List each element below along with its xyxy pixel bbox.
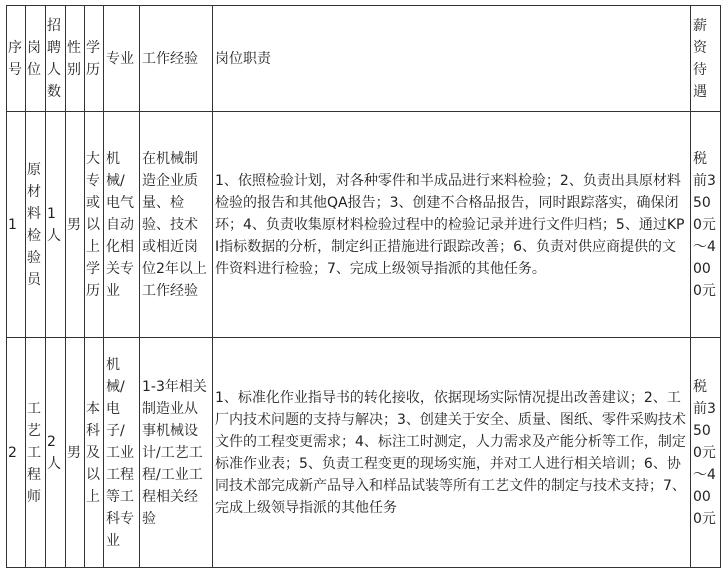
header-duties: 岗位职责: [213, 6, 691, 112]
header-headcount: 招聘人数: [46, 6, 66, 112]
cell-salary: 税前3500元～4000元: [691, 112, 721, 338]
cell-major: 机械/电气自动化相关专业: [104, 112, 140, 338]
cell-duties: 1、标准化作业指导书的转化接收，依据现场实际情况提出改善建议；2、工厂内技术问题的支持与解决；3、创建关于安全、质量、图纸、零件采购技术文件的工程变更需求；4、标注工时测定，人力需求及产能分析等工作，制定标准作业表；5、负责工程变更的现场实施，并对工人进行相关培训；6、协同技术部完成新产品导入和样品试装等所有工艺文件的制定与技术支持；7、完成上级领导指派的其他任务: [213, 338, 691, 568]
header-position: 岗位: [26, 6, 46, 112]
cell-headcount: 1人: [46, 112, 66, 338]
cell-education: 大专或以上学历: [85, 112, 104, 338]
cell-education: 本科及以上: [85, 338, 104, 568]
header-education: 学历: [85, 6, 104, 112]
cell-duties: 1、依照检验计划，对各种零件和半成品进行来料检验；2、负责出具原材料检验的报告和其他QA报告；3、创建不合格品报告，同时跟踪落实，确保闭环；4、负责收集原材料检验过程中的检验记录并进行文件归档；5、通过KPI指标数据的分析，制定纠正措施进行跟踪改善；6、负责对供应商提供的文件资料进行检验；7、完成上级领导指派的其他任务。: [213, 112, 691, 338]
cell-gender: 男: [66, 338, 85, 568]
job-table: [6, 5, 721, 568]
header-seq: 序号: [7, 6, 26, 112]
header-salary: 薪资待遇: [691, 6, 721, 112]
header-experience: 工作经验: [140, 6, 213, 112]
cell-position: 工艺工程师: [26, 338, 46, 568]
cell-experience: 在机械制造企业质量、检验、技术或相近岗位2年以上工作经验: [140, 112, 213, 338]
cell-salary: 税前3500元～4000元: [691, 338, 721, 568]
table-header-row: [7, 6, 721, 112]
header-major: 专业: [104, 6, 140, 112]
cell-seq: 1: [7, 112, 26, 338]
cell-headcount: 2人: [46, 338, 66, 568]
header-gender: 性别: [66, 6, 85, 112]
cell-experience: 1-3年相关制造业从事机械设计/工艺工程/工业工程相关经验: [140, 338, 213, 568]
table-row: [7, 338, 721, 568]
cell-major: 机械/电子/工业工程等工科专业: [104, 338, 140, 568]
table-row: [7, 112, 721, 338]
cell-seq: 2: [7, 338, 26, 568]
cell-position: 原材料检验员: [26, 112, 46, 338]
cell-gender: 男: [66, 112, 85, 338]
